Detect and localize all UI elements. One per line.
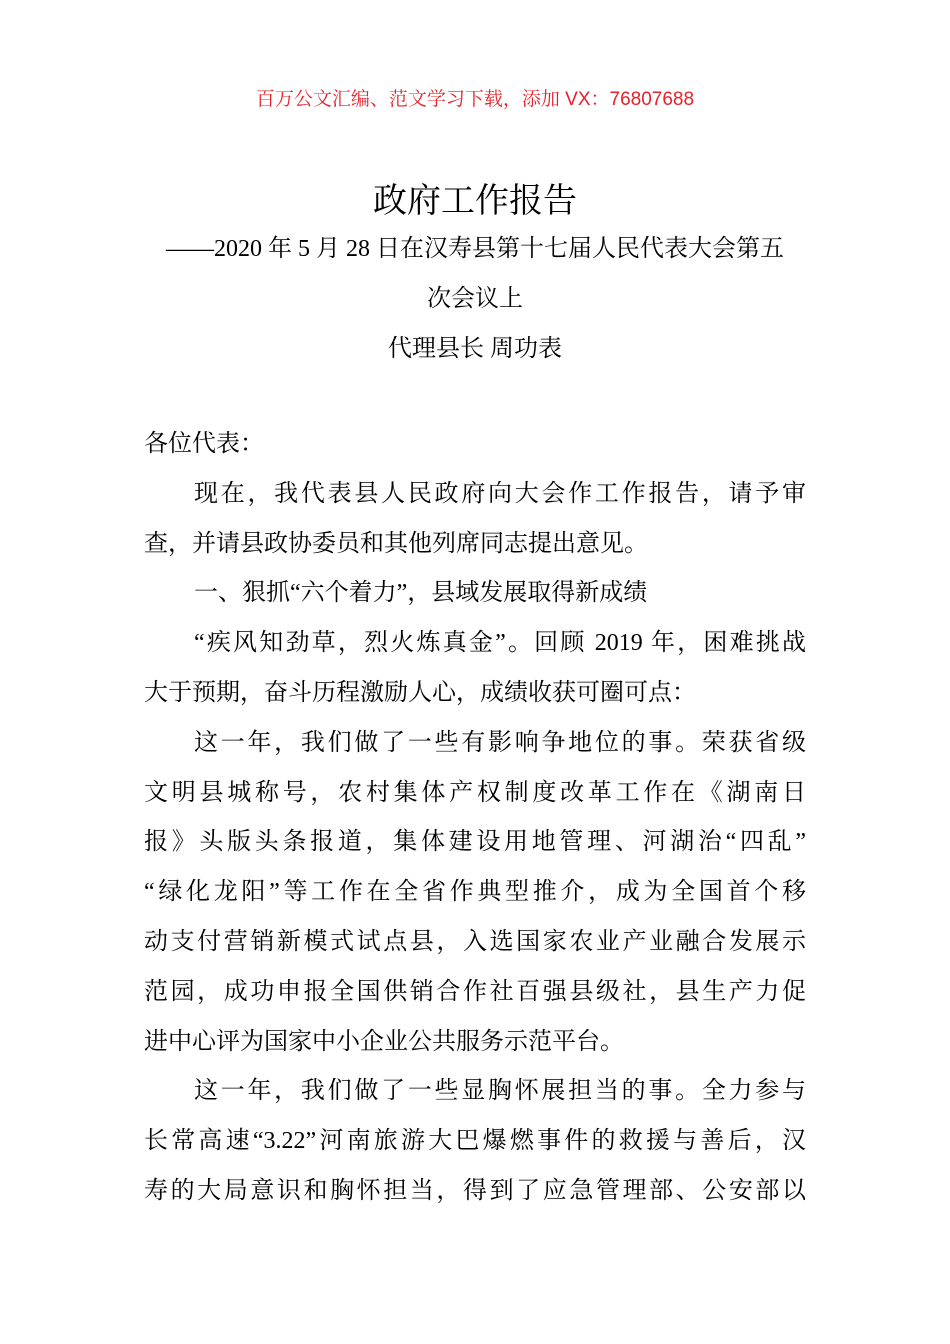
watermark-header: 百万公文汇编、范文学习下载，添加 VX：76807688 (255, 89, 695, 110)
body-text-line: 范园，成功申报全国供销合作社百强县级社，县生产力促 (144, 978, 806, 1005)
body-text-line: 进中心评为国家中小企业公共服务示范平台。 (144, 1028, 624, 1055)
document-body (144, 422, 806, 1219)
body-text-line: “疾风知劲草，烈火炼真金”。回顾 2019 年，困难挑战 (194, 630, 806, 657)
subtitle-line-1: ——2020 年 5 月 28 日在汉寿县第十七届人民代表大会第五 (166, 236, 784, 262)
body-text-line: 一、狠抓“六个着力”，县域发展取得新成绩 (194, 580, 648, 607)
speaker: 代理县长 周功表 (388, 336, 562, 362)
body-text-line: 查，并请县政协委员和其他列席同志提出意见。 (144, 530, 648, 557)
body-text-line: 大于预期，奋斗历程激励人心，成绩收获可圈可点： (144, 679, 696, 706)
subtitle-line-2: 次会议上 (427, 286, 523, 312)
body-text-line: 现在，我代表县人民政府向大会作工作报告，请予审 (194, 480, 806, 507)
body-text-line: 报》头版头条报道，集体建设用地管理、河湖治“四乱” (144, 829, 806, 856)
body-text-line: 各位代表： (144, 431, 264, 457)
body-text-line: 这一年，我们做了一些显胸怀展担当的事。全力参与 (194, 1078, 806, 1105)
body-text-line: “绿化龙阳”等工作在全省作典型推介，成为全国首个移 (144, 879, 806, 906)
body-text-line: 寿的大局意识和胸怀担当，得到了应急管理部、公安部以 (144, 1177, 806, 1204)
body-text-line: 长常高速“3.22”河南旅游大巴爆燃事件的救援与善后，汉 (144, 1128, 806, 1155)
body-text-line: 动支付营销新模式试点县，入选国家农业产业融合发展示 (144, 928, 806, 955)
body-text-line: 文明县城称号，农村集体产权制度改革工作在《湖南日 (144, 779, 806, 806)
body-text-line: 这一年，我们做了一些有影响争地位的事。荣获省级 (194, 729, 806, 756)
document-title: 政府工作报告 (373, 182, 577, 220)
